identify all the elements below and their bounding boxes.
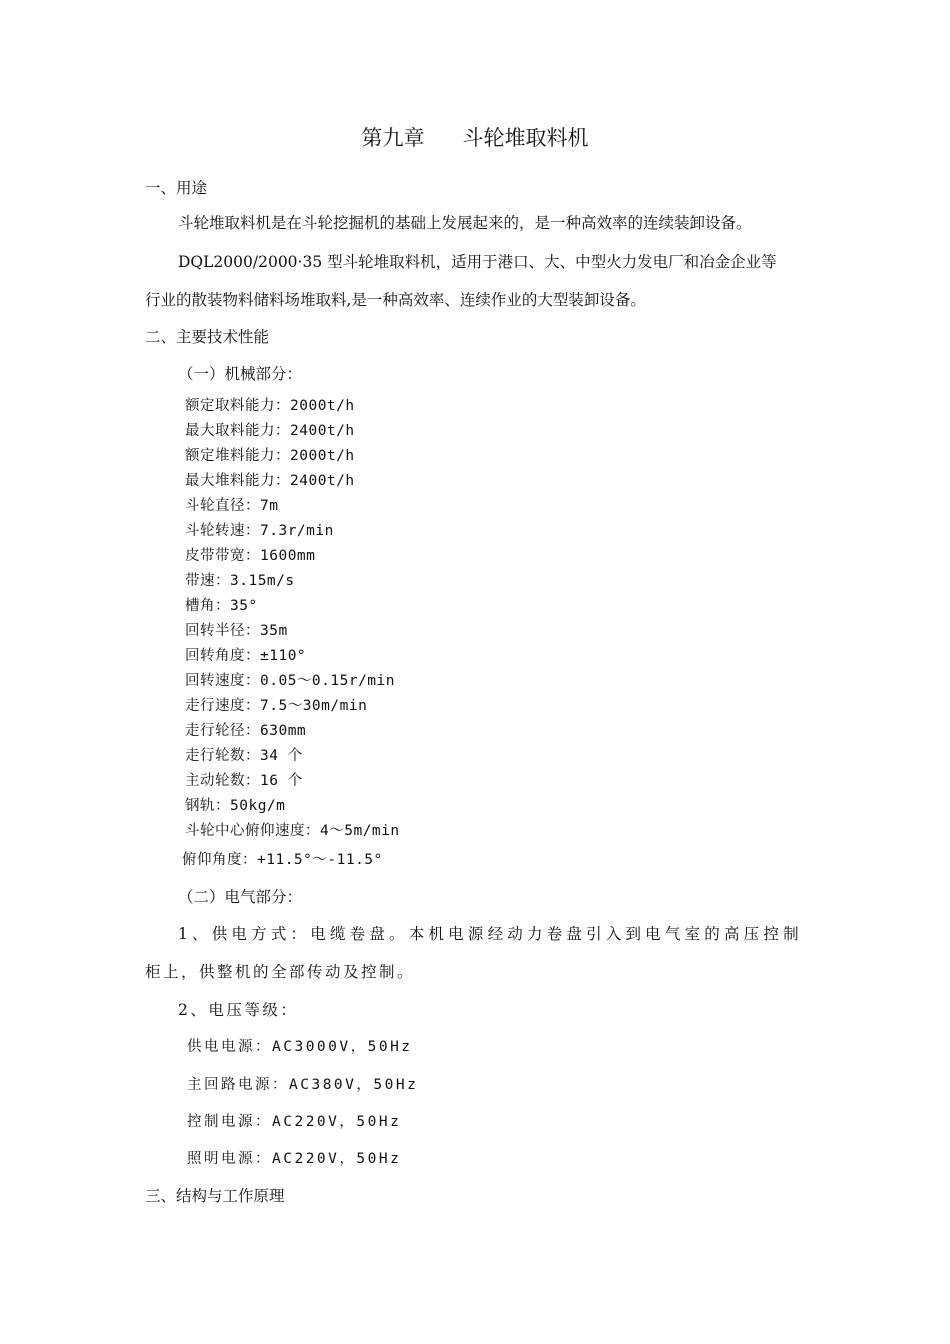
section-heading-purpose: 一、用途 (145, 179, 208, 197)
mechanical-heading: （一）机械部分： (178, 365, 303, 383)
spec-rated-stack: 额定堆料能力：2000t/h (185, 448, 355, 464)
spec-travel-speed: 走行速度：7.5～30m/min (185, 698, 368, 714)
purpose-paragraph-1: 斗轮堆取料机是在斗轮挖掘机的基础上发展起来的，是一种高效率的连续装卸设备。 (178, 214, 752, 232)
spec-rated-reclaim: 额定取料能力：2000t/h (185, 398, 355, 414)
spec-belt-width: 皮带带宽：1600mm (185, 548, 316, 564)
power-supply-line-1: 1、供电方式：电缆卷盘。本机电源经动力卷盘引入到电气室的高压控制 (178, 925, 803, 943)
spec-travel-wheel-count: 走行轮数：34 个 (185, 748, 303, 764)
electrical-heading: （二）电气部分： (178, 888, 303, 906)
spec-wheel-speed: 斗轮转速：7.3r/min (185, 523, 334, 539)
spec-max-stack: 最大堆料能力：2400t/h (185, 473, 355, 489)
spec-max-reclaim: 最大取料能力：2400t/h (185, 423, 355, 439)
purpose-paragraph-2-line-2: 行业的散装物料储料场堆取料,是一种高效率、连续作业的大型装卸设备。 (145, 291, 646, 309)
spec-driven-wheel-count: 主动轮数：16 个 (185, 773, 303, 789)
voltage-control: 控制电源：AC220V，50Hz (187, 1114, 402, 1130)
purpose-paragraph-2-line-1: DQL2000/2000·35 型斗轮堆取料机，适用于港口、大、中型火力发电厂和冶金企业等 (178, 253, 777, 271)
voltage-lighting: 照明电源：AC220V，50Hz (187, 1151, 402, 1167)
voltage-main-circuit: 主回路电源：AC380V，50Hz (187, 1077, 419, 1093)
voltage-supply: 供电电源：AC3000V，50Hz (187, 1039, 413, 1055)
spec-slew-speed: 回转速度：0.05～0.15r/min (185, 673, 395, 689)
section-heading-structure: 三、结构与工作原理 (145, 1187, 285, 1205)
chapter-number: 第九章 (361, 126, 425, 150)
spec-rail: 钢轨：50kg/m (185, 798, 286, 814)
spec-slew-radius: 回转半径：35m (185, 623, 288, 639)
spec-slew-angle: 回转角度：±110° (185, 648, 307, 664)
spec-wheel-diameter: 斗轮直径：7m (185, 498, 279, 514)
spec-pitch-angle: 俯仰角度：+11.5°～-11.5° (182, 852, 383, 868)
page-title (0, 122, 950, 152)
spec-belt-speed: 带速：3.15m/s (185, 573, 295, 589)
voltage-heading: 2、电压等级： (178, 1001, 299, 1019)
spec-trough-angle: 槽角：35° (185, 598, 258, 614)
spec-luffing-speed: 斗轮中心俯仰速度：4～5m/min (185, 823, 400, 839)
chapter-subject: 斗轮堆取料机 (462, 126, 589, 150)
spec-travel-wheel-dia: 走行轮径：630mm (185, 723, 307, 739)
power-supply-line-2: 柜上，供整机的全部传动及控制。 (145, 963, 416, 981)
section-heading-specs: 二、主要技术性能 (145, 328, 270, 346)
